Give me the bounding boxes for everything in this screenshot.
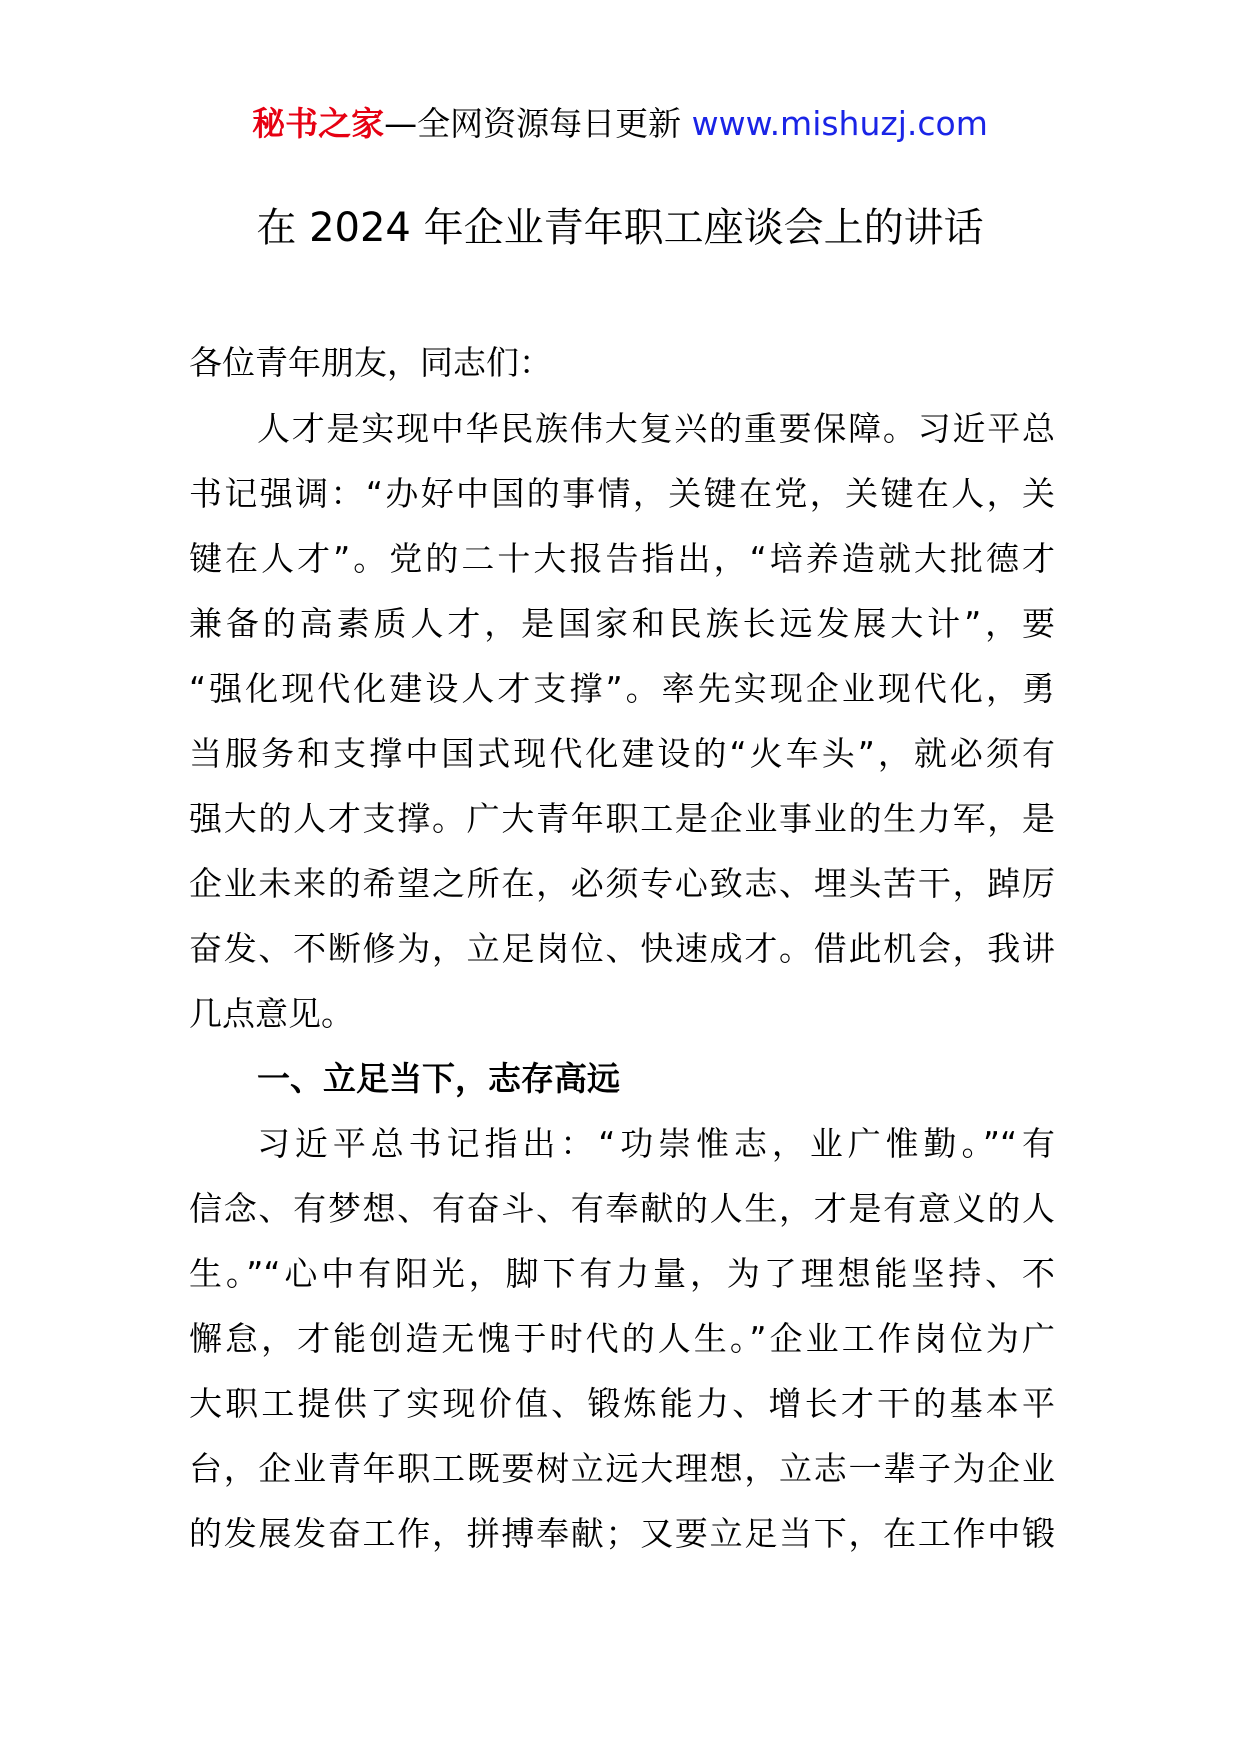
text-line: 强大的人才支撑。广大青年职工是企业事业的生力军，是 xyxy=(189,799,1055,838)
text-line: 信念、有梦想、有奋斗、有奉献的人生，才是有意义的人 xyxy=(189,1189,1055,1228)
text-line: 台，企业青年职工既要树立远大理想，立志一辈子为企业 xyxy=(189,1449,1055,1488)
site-header xyxy=(0,100,1240,148)
text-line: 书记强调：“办好中国的事情，关键在党，关键在人，关 xyxy=(189,474,1055,513)
text-line: 的发展发奋工作，拼搏奉献；又要立足当下，在工作中锻 xyxy=(189,1514,1055,1553)
text-line: 几点意见。 xyxy=(189,994,354,1033)
text-line: 懈怠，才能创造无愧于时代的人生。”企业工作岗位为广 xyxy=(189,1319,1055,1358)
site-url-link[interactable]: www.mishuzj.com xyxy=(691,104,988,143)
header-slogan: —全网资源每日更新 xyxy=(384,104,692,143)
brand-name: 秘书之家 xyxy=(252,104,385,143)
text-line: 大职工提供了实现价值、锻炼能力、增长才干的基本平 xyxy=(189,1384,1055,1423)
text-line: 当服务和支撑中国式现代化建设的“火车头”，就必须有 xyxy=(189,734,1055,773)
text-line: 习近平总书记指出：“功崇惟志，业广惟勤。”“有 xyxy=(257,1124,1055,1163)
text-line: “强化现代化建设人才支撑”。率先实现企业现代化，勇 xyxy=(189,669,1055,708)
section-heading: 一、立足当下，志存高远 xyxy=(257,1059,620,1098)
document-body xyxy=(189,330,1055,1566)
paragraph-2 xyxy=(189,1111,1055,1566)
salutation: 各位青年朋友，同志们： xyxy=(189,343,552,382)
text-line: 人才是实现中华民族伟大复兴的重要保障。习近平总 xyxy=(257,409,1055,448)
text-line: 企业未来的希望之所在，必须专心致志、埋头苦干，踔厉 xyxy=(189,864,1055,903)
text-line: 键在人才”。党的二十大报告指出，“培养造就大批德才 xyxy=(189,539,1055,578)
text-line: 生。”“心中有阳光，脚下有力量，为了理想能坚持、不 xyxy=(189,1254,1055,1293)
document-title: 在 2024 年企业青年职工座谈会上的讲话 xyxy=(256,205,984,251)
text-line: 奋发、不断修为，立足岗位、快速成才。借此机会，我讲 xyxy=(189,929,1055,968)
text-line: 兼备的高素质人才，是国家和民族长远发展大计”，要 xyxy=(189,604,1055,643)
paragraph-1 xyxy=(189,396,1055,1046)
